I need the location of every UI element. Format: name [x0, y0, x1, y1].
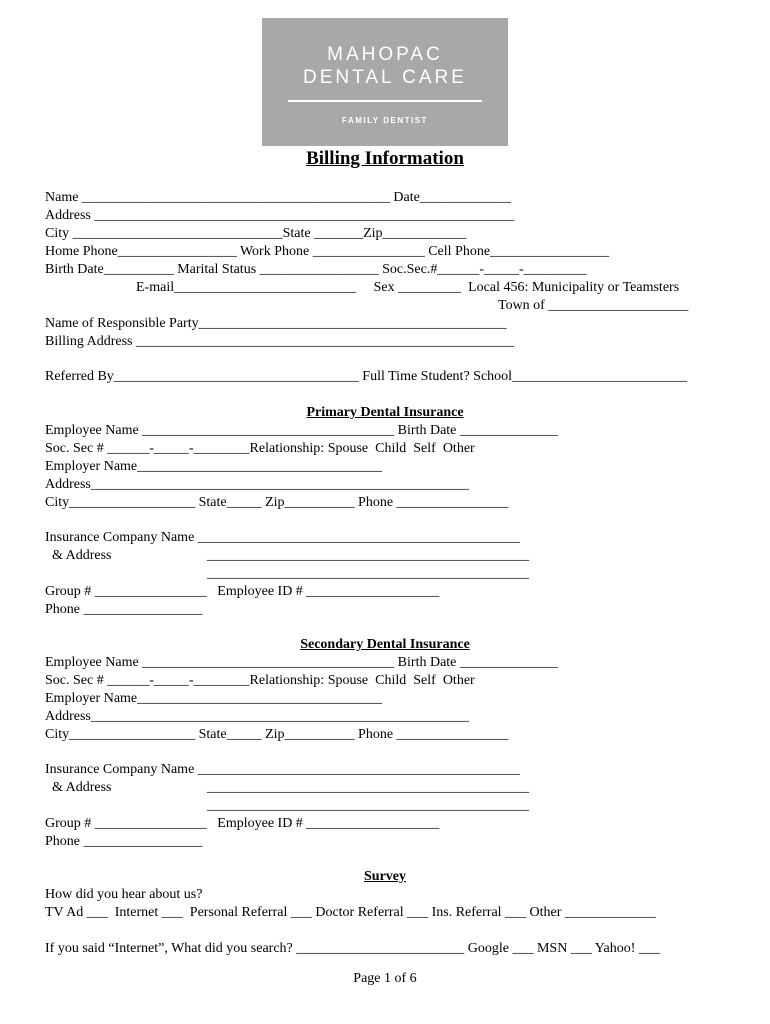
primary-city-line[interactable]: City__________________ State_____ Zip__________ Phone ________________ — [45, 495, 509, 510]
secondary-group-id-line[interactable]: Group # ________________ Employee ID # ___________________ — [45, 816, 440, 831]
secondary-phone-line[interactable]: Phone _________________ — [45, 834, 203, 849]
secondary-address-line[interactable]: Address______________________________________________________ — [45, 709, 469, 724]
secondary-employee-line[interactable]: Employee Name ____________________________________ Birth Date ______________ — [45, 655, 558, 670]
city-state-zip-line[interactable]: City ______________________________State _______Zip____________ — [45, 226, 467, 241]
secondary-city-line[interactable]: City__________________ State_____ Zip__________ Phone ________________ — [45, 727, 509, 742]
secondary-ins-address-label: & Address — [45, 780, 112, 795]
primary-ssn-line[interactable]: Soc. Sec # ______-_____-________Relationship: Spouse Child Self Other — [45, 441, 475, 456]
secondary-ins-company-line[interactable]: Insurance Company Name ______________________________________________ — [45, 762, 520, 777]
town-line[interactable]: Town of ____________________ — [498, 298, 689, 313]
page-title: Billing Information — [306, 148, 464, 169]
secondary-insurance-heading: Secondary Dental Insurance — [300, 637, 470, 652]
logo-tagline: FAMILY DENTIST — [342, 116, 428, 125]
survey-heading: Survey — [364, 869, 406, 884]
logo-divider — [288, 100, 482, 102]
email-sex-local-line[interactable]: E-mail__________________________ Sex _________ Local 456: Municipality or Teamsters — [136, 280, 680, 295]
logo-line-2: DENTAL CARE — [303, 67, 467, 88]
referred-school-line[interactable]: Referred By___________________________________ Full Time Student? School_________________________ — [45, 369, 688, 384]
primary-address-line[interactable]: Address______________________________________________________ — [45, 477, 469, 492]
primary-employee-line[interactable]: Employee Name ____________________________________ Birth Date ______________ — [45, 423, 558, 438]
responsible-party-line[interactable]: Name of Responsible Party____________________________________________ — [45, 316, 507, 331]
primary-ins-company-line[interactable]: Insurance Company Name ______________________________________________ — [45, 530, 520, 545]
primary-insurance-heading: Primary Dental Insurance — [306, 405, 464, 420]
primary-ins-address-line-2[interactable]: ______________________________________________ — [207, 566, 529, 581]
secondary-ssn-line[interactable]: Soc. Sec # ______-_____-________Relationship: Spouse Child Self Other — [45, 673, 475, 688]
secondary-ins-address-line-2[interactable]: ______________________________________________ — [207, 798, 529, 813]
page-number: Page 1 of 6 — [353, 971, 417, 986]
survey-internet-line[interactable]: If you said “Internet”, What did you search? ________________________ Google ___ MSN ___ Yahoo! ___ — [45, 941, 660, 956]
name-date-line[interactable]: Name ____________________________________________ Date_____________ — [45, 190, 511, 205]
primary-ins-address-label: & Address — [45, 548, 112, 563]
billing-address-line[interactable]: Billing Address ______________________________________________________ — [45, 334, 515, 349]
birth-marital-ssn-line[interactable]: Birth Date__________ Marital Status _________________ Soc.Sec.#______-_____-_________ — [45, 262, 587, 277]
practice-logo — [262, 18, 508, 146]
address-line[interactable]: Address ____________________________________________________________ — [45, 208, 515, 223]
primary-group-id-line[interactable]: Group # ________________ Employee ID # ___________________ — [45, 584, 440, 599]
phones-line[interactable]: Home Phone_________________ Work Phone ________________ Cell Phone_________________ — [45, 244, 610, 259]
logo-line-1: MAHOPAC — [327, 44, 443, 65]
primary-phone-line[interactable]: Phone _________________ — [45, 602, 203, 617]
primary-employer-line[interactable]: Employer Name___________________________________ — [45, 459, 383, 474]
survey-question: How did you hear about us? — [45, 887, 203, 902]
secondary-employer-line[interactable]: Employer Name___________________________________ — [45, 691, 383, 706]
secondary-ins-address-line-1[interactable]: ______________________________________________ — [207, 780, 529, 795]
primary-ins-address-line-1[interactable]: ______________________________________________ — [207, 548, 529, 563]
survey-options-line[interactable]: TV Ad ___ Internet ___ Personal Referral ___ Doctor Referral ___ Ins. Referral ___ Other _____________ — [45, 905, 656, 920]
